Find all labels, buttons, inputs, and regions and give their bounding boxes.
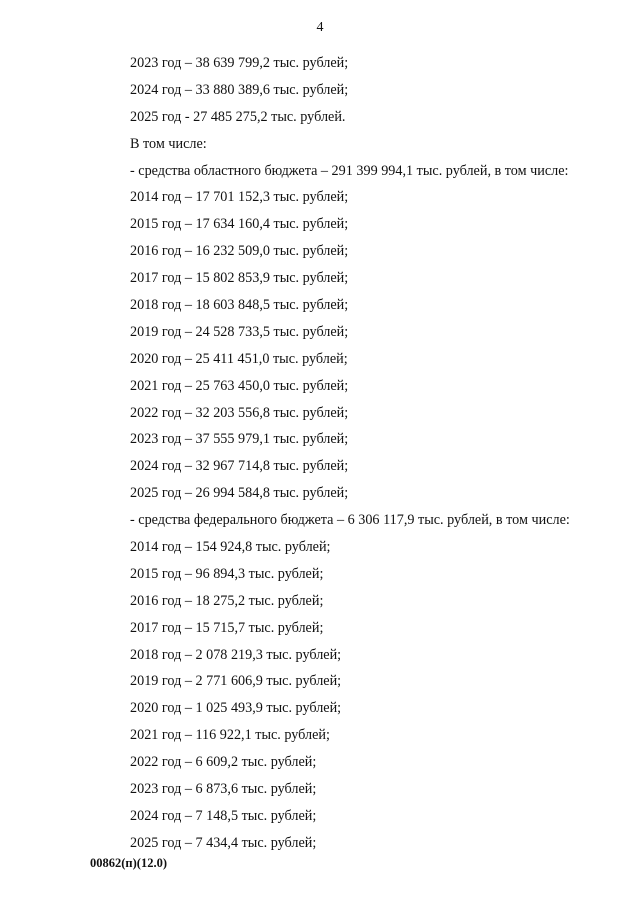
text-line: 2017 год – 15 715,7 тыс. рублей;	[130, 619, 324, 636]
text-line: 2016 год – 18 275,2 тыс. рублей;	[130, 592, 324, 609]
text-line: 2020 год – 1 025 493,9 тыс. рублей;	[130, 700, 342, 717]
federal-budget-heading: - средства федерального бюджета – 6 306 117,9 тыс. рублей, в том числе:	[130, 512, 570, 529]
text-line: 2019 год – 2 771 606,9 тыс. рублей;	[130, 673, 342, 690]
text-line: 2019 год – 24 528 733,5 тыс. рублей;	[130, 323, 349, 340]
text-line: 2023 год – 37 555 979,1 тыс. рублей;	[130, 431, 349, 448]
text-line: 2022 год – 32 203 556,8 тыс. рублей;	[130, 404, 349, 421]
text-line: 2014 год – 154 924,8 тыс. рублей;	[130, 539, 331, 556]
text-line: В том числе:	[130, 135, 207, 152]
text-line: 2018 год – 2 078 219,3 тыс. рублей;	[130, 646, 342, 663]
text-line: 2020 год – 25 411 451,0 тыс. рублей;	[130, 350, 348, 367]
text-line: 2021 год – 25 763 450,0 тыс. рублей;	[130, 377, 349, 394]
text-line: 2025 год – 26 994 584,8 тыс. рублей;	[130, 485, 349, 502]
text-line: 2015 год – 96 894,3 тыс. рублей;	[130, 565, 324, 582]
text-line: 2016 год – 16 232 509,0 тыс. рублей;	[130, 243, 349, 260]
text-line: 2024 год – 7 148,5 тыс. рублей;	[130, 807, 317, 824]
text-line: 2017 год – 15 802 853,9 тыс. рублей;	[130, 270, 349, 287]
page-number: 4	[316, 20, 324, 35]
text-line: 2021 год – 116 922,1 тыс. рублей;	[130, 727, 330, 744]
text-line: 2025 год – 7 434,4 тыс. рублей;	[130, 834, 317, 851]
regional-budget-heading: - средства областного бюджета – 291 399 994,1 тыс. рублей, в том числе:	[130, 162, 569, 179]
text-line: 2023 год – 6 873,6 тыс. рублей;	[130, 781, 317, 798]
text-line: 2018 год – 18 603 848,5 тыс. рублей;	[130, 297, 349, 314]
text-line: 2024 год – 32 967 714,8 тыс. рублей;	[130, 458, 349, 475]
text-line: 2023 год – 38 639 799,2 тыс. рублей;	[130, 55, 349, 71]
text-line: 2025 год - 27 485 275,2 тыс. рублей.	[130, 108, 346, 125]
text-line: 2014 год – 17 701 152,3 тыс. рублей;	[130, 189, 349, 206]
text-line: 2015 год – 17 634 160,4 тыс. рублей;	[130, 216, 349, 233]
text-line: 2024 год – 33 880 389,6 тыс. рублей;	[130, 81, 349, 98]
document-body	[0, 50, 640, 857]
document-code: 00862(п)(12.0)	[90, 856, 167, 870]
text-line: 2022 год – 6 609,2 тыс. рублей;	[130, 754, 317, 771]
